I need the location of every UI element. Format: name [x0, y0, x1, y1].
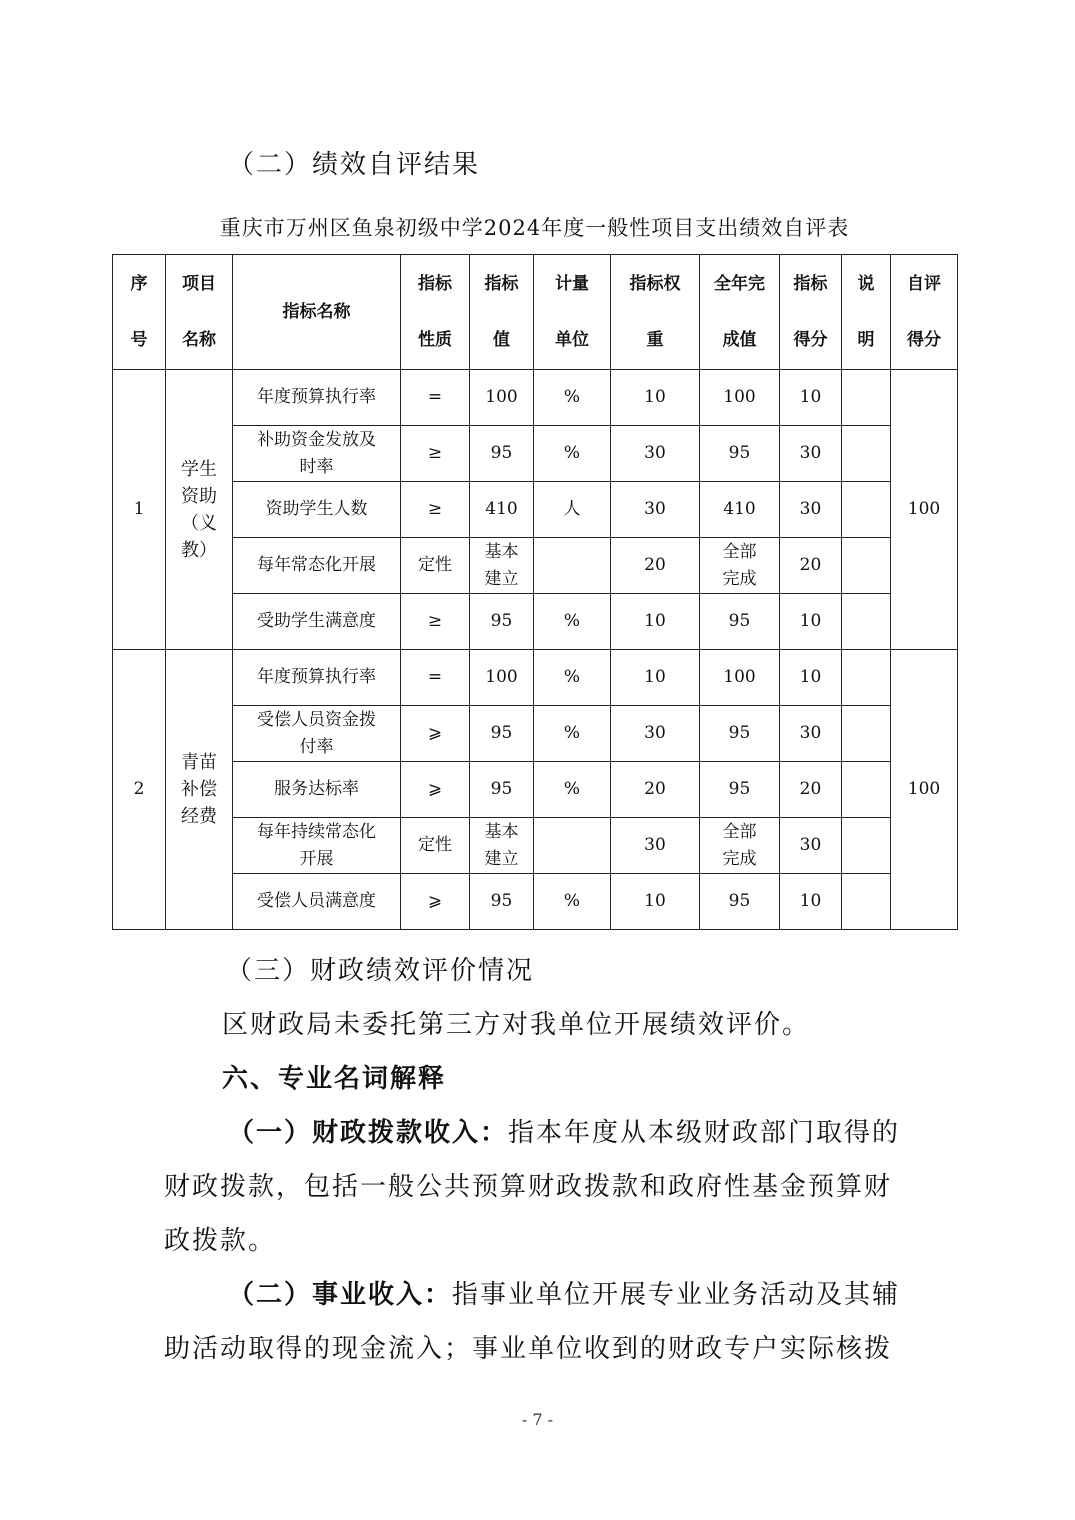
cell-value: 95	[470, 426, 534, 482]
section3-text: 区财政局未委托第三方对我单位开展绩效评价。	[222, 1010, 811, 1040]
table-row	[113, 762, 958, 818]
cell-weight: 10	[611, 650, 700, 706]
cell-nature: ≥	[401, 594, 470, 650]
table-row	[113, 370, 958, 426]
cell-nature: ⩾	[401, 874, 470, 930]
section6-heading: 六、专业名词解释	[222, 1064, 447, 1094]
cell-unit: %	[534, 650, 611, 706]
cell-note	[842, 650, 891, 706]
cell-note	[842, 538, 891, 594]
cell-nature: =	[401, 370, 470, 426]
cell-note	[842, 818, 891, 874]
table-row	[113, 818, 958, 874]
cell-indicator-name: 每年常态化开展	[233, 538, 401, 594]
cell-self-score: 100	[891, 650, 958, 930]
cell-unit	[534, 818, 611, 874]
cell-score: 20	[780, 762, 842, 818]
cell-score: 10	[780, 874, 842, 930]
cell-seq: 1	[113, 370, 166, 650]
table-row	[113, 874, 958, 930]
cell-indicator-name: 受助学生满意度	[233, 594, 401, 650]
cell-weight: 30	[611, 706, 700, 762]
header-self-score: 自评 得分	[891, 255, 958, 370]
cell-value: 95	[470, 762, 534, 818]
cell-project: 学生 资助 （义 教）	[166, 370, 233, 650]
cell-actual: 95	[700, 706, 780, 762]
cell-actual: 100	[700, 370, 780, 426]
table-row	[113, 706, 958, 762]
page-number: - 7 -	[521, 1410, 554, 1429]
cell-actual: 100	[700, 650, 780, 706]
cell-unit: %	[534, 762, 611, 818]
cell-weight: 10	[611, 370, 700, 426]
term-1-line-2: 财政拨款，包括一般公共预算财政拨款和政府性基金预算财	[164, 1172, 893, 1202]
table-row	[113, 594, 958, 650]
cell-weight: 30	[611, 818, 700, 874]
cell-unit: %	[534, 874, 611, 930]
cell-note	[842, 594, 891, 650]
cell-actual: 95	[700, 426, 780, 482]
cell-indicator-name: 每年持续常态化 开展	[233, 818, 401, 874]
header-indicator-nature: 指标 性质	[401, 255, 470, 370]
cell-score: 10	[780, 594, 842, 650]
table-row	[113, 650, 958, 706]
table-row	[113, 538, 958, 594]
cell-note	[842, 482, 891, 538]
header-unit: 计量 单位	[534, 255, 611, 370]
cell-weight: 20	[611, 538, 700, 594]
header-weight: 指标权 重	[611, 255, 700, 370]
cell-unit: %	[534, 706, 611, 762]
cell-score: 10	[780, 370, 842, 426]
cell-nature: 定性	[401, 538, 470, 594]
cell-indicator-name: 年度预算执行率	[233, 650, 401, 706]
term-1-line-3: 政拨款。	[164, 1226, 277, 1256]
cell-nature: =	[401, 650, 470, 706]
cell-indicator-name: 资助学生人数	[233, 482, 401, 538]
cell-self-score: 100	[891, 370, 958, 650]
cell-indicator-name: 补助资金发放及 时率	[233, 426, 401, 482]
cell-unit: %	[534, 426, 611, 482]
table-title: 重庆市万州区鱼泉初级中学2024年度一般性项目支出绩效自评表	[219, 216, 850, 240]
cell-value: 95	[470, 706, 534, 762]
cell-value: 410	[470, 482, 534, 538]
header-actual: 全年完 成值	[700, 255, 780, 370]
cell-value: 95	[470, 874, 534, 930]
cell-weight: 20	[611, 762, 700, 818]
cell-nature: ≥	[401, 426, 470, 482]
cell-seq: 2	[113, 650, 166, 930]
cell-indicator-name: 受偿人员满意度	[233, 874, 401, 930]
term-2-line-2: 助活动取得的现金流入；事业单位收到的财政专户实际核拨	[164, 1334, 893, 1364]
header-indicator-value: 指标 值	[470, 255, 534, 370]
cell-weight: 30	[611, 426, 700, 482]
header-note: 说 明	[842, 255, 891, 370]
section-heading: （二）绩效自评结果	[228, 150, 481, 180]
term-2-lead: （二）事业收入：	[228, 1280, 453, 1310]
cell-value: 基本 建立	[470, 538, 534, 594]
cell-indicator-name: 服务达标率	[233, 762, 401, 818]
cell-note	[842, 874, 891, 930]
header-seq: 序 号	[113, 255, 166, 370]
cell-nature: 定性	[401, 818, 470, 874]
header-indicator-name: 指标名称	[233, 255, 401, 370]
cell-note	[842, 426, 891, 482]
cell-project: 青苗 补偿 经费	[166, 650, 233, 930]
cell-note	[842, 370, 891, 426]
cell-value: 100	[470, 650, 534, 706]
cell-unit: %	[534, 370, 611, 426]
cell-note	[842, 706, 891, 762]
cell-actual: 410	[700, 482, 780, 538]
table-header-row	[113, 255, 958, 370]
cell-actual: 全部 完成	[700, 538, 780, 594]
cell-score: 20	[780, 538, 842, 594]
cell-unit: %	[534, 594, 611, 650]
cell-actual: 全部 完成	[700, 818, 780, 874]
term-1-lead: （一）财政拨款收入：	[228, 1118, 509, 1148]
cell-nature: ⩾	[401, 706, 470, 762]
table-row	[113, 426, 958, 482]
cell-value: 95	[470, 594, 534, 650]
cell-score: 30	[780, 482, 842, 538]
cell-score: 30	[780, 426, 842, 482]
section3-heading: （三）财政绩效评价情况	[226, 956, 535, 986]
cell-weight: 10	[611, 874, 700, 930]
term-1-line-1: （一）财政拨款收入：指本年度从本级财政部门取得的	[228, 1118, 901, 1148]
cell-actual: 95	[700, 594, 780, 650]
cell-nature: ⩾	[401, 762, 470, 818]
table-row	[113, 482, 958, 538]
cell-actual: 95	[700, 874, 780, 930]
cell-value: 基本 建立	[470, 818, 534, 874]
term-2-line-1: （二）事业收入：指事业单位开展专业业务活动及其辅	[228, 1280, 901, 1310]
cell-actual: 95	[700, 762, 780, 818]
cell-weight: 30	[611, 482, 700, 538]
cell-indicator-name: 年度预算执行率	[233, 370, 401, 426]
header-score: 指标 得分	[780, 255, 842, 370]
cell-indicator-name: 受偿人员资金拨 付率	[233, 706, 401, 762]
performance-table	[112, 254, 958, 930]
cell-value: 100	[470, 370, 534, 426]
cell-score: 30	[780, 706, 842, 762]
cell-unit: 人	[534, 482, 611, 538]
cell-score: 30	[780, 818, 842, 874]
cell-weight: 10	[611, 594, 700, 650]
cell-score: 10	[780, 650, 842, 706]
cell-nature: ≥	[401, 482, 470, 538]
header-project: 项目 名称	[166, 255, 233, 370]
cell-note	[842, 762, 891, 818]
cell-unit	[534, 538, 611, 594]
